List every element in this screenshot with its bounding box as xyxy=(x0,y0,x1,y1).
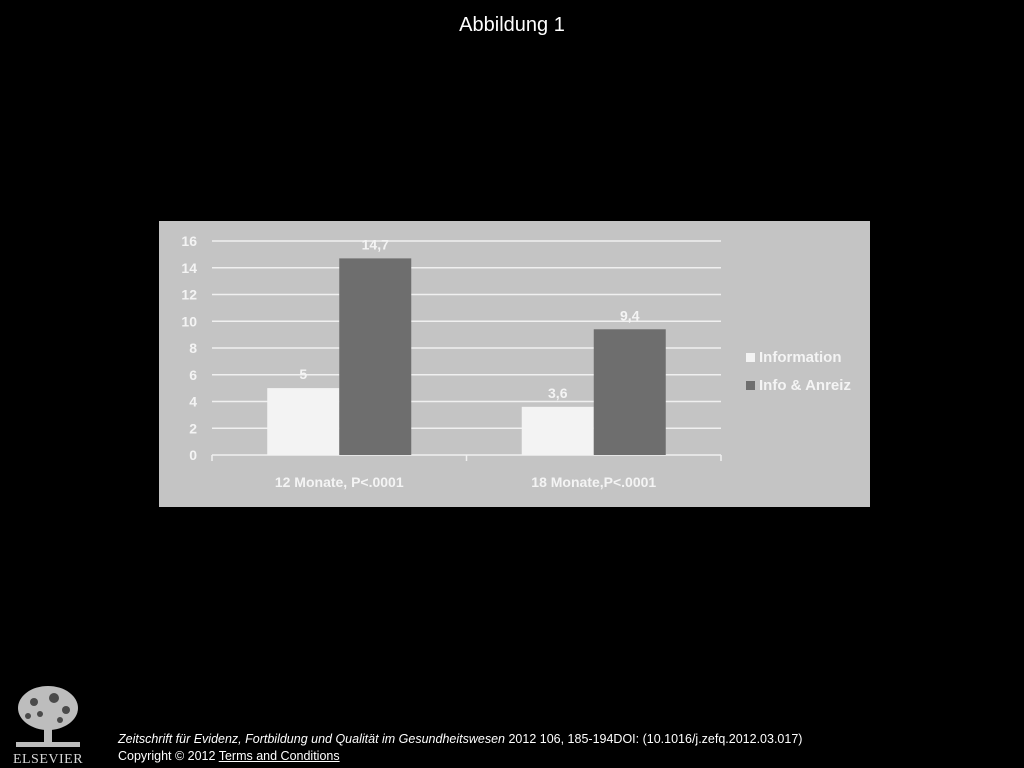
x-tick-label: 12 Monate, P<.0001 xyxy=(274,474,404,490)
y-tick-label: 8 xyxy=(189,340,197,356)
legend-label-info-anreiz: Info & Anreiz xyxy=(759,376,851,394)
legend-item-info-anreiz xyxy=(746,371,851,399)
citation-details: 2012 106, 185-194DOI: (10.1016/j.zefq.2012.03.017) xyxy=(505,732,803,746)
data-label: 9,4 xyxy=(620,307,640,324)
legend-label-information: Information xyxy=(759,348,842,366)
bar xyxy=(339,258,411,455)
elsevier-wordmark: ELSEVIER xyxy=(12,752,84,766)
legend-swatch-information xyxy=(746,353,755,362)
data-label: 3,6 xyxy=(548,384,568,401)
y-tick-label: 16 xyxy=(181,233,197,249)
legend-swatch-info-anreiz xyxy=(746,381,755,390)
bar xyxy=(267,388,339,455)
copyright-text: Copyright © 2012 xyxy=(118,749,219,763)
y-tick-label: 0 xyxy=(189,447,197,463)
y-tick-label: 6 xyxy=(189,366,197,383)
elsevier-logo xyxy=(10,680,86,766)
data-label: 14,7 xyxy=(361,236,389,253)
y-tick-label: 10 xyxy=(181,313,197,330)
y-tick-label: 14 xyxy=(181,259,197,276)
bar xyxy=(522,407,594,455)
slide-title: Abbildung 1 xyxy=(459,14,565,36)
y-tick-label: 12 xyxy=(181,286,197,303)
footer xyxy=(118,731,802,765)
terms-link[interactable]: Terms and Conditions xyxy=(218,749,340,763)
chart-legend xyxy=(746,343,851,399)
y-tick-label: 4 xyxy=(189,393,197,410)
legend-item-information xyxy=(746,343,851,371)
bar xyxy=(594,329,666,455)
data-label: 5 xyxy=(299,366,308,383)
bar-chart xyxy=(159,221,870,507)
journal-name: Zeitschrift für Evidenz, Fortbildung und Qualität im Gesundheitswesen xyxy=(118,732,505,746)
citation-line xyxy=(118,731,802,748)
x-tick-label: 18 Monate,P<.0001 xyxy=(531,474,657,490)
y-tick-label: 2 xyxy=(189,420,197,437)
copyright-line xyxy=(118,748,802,765)
